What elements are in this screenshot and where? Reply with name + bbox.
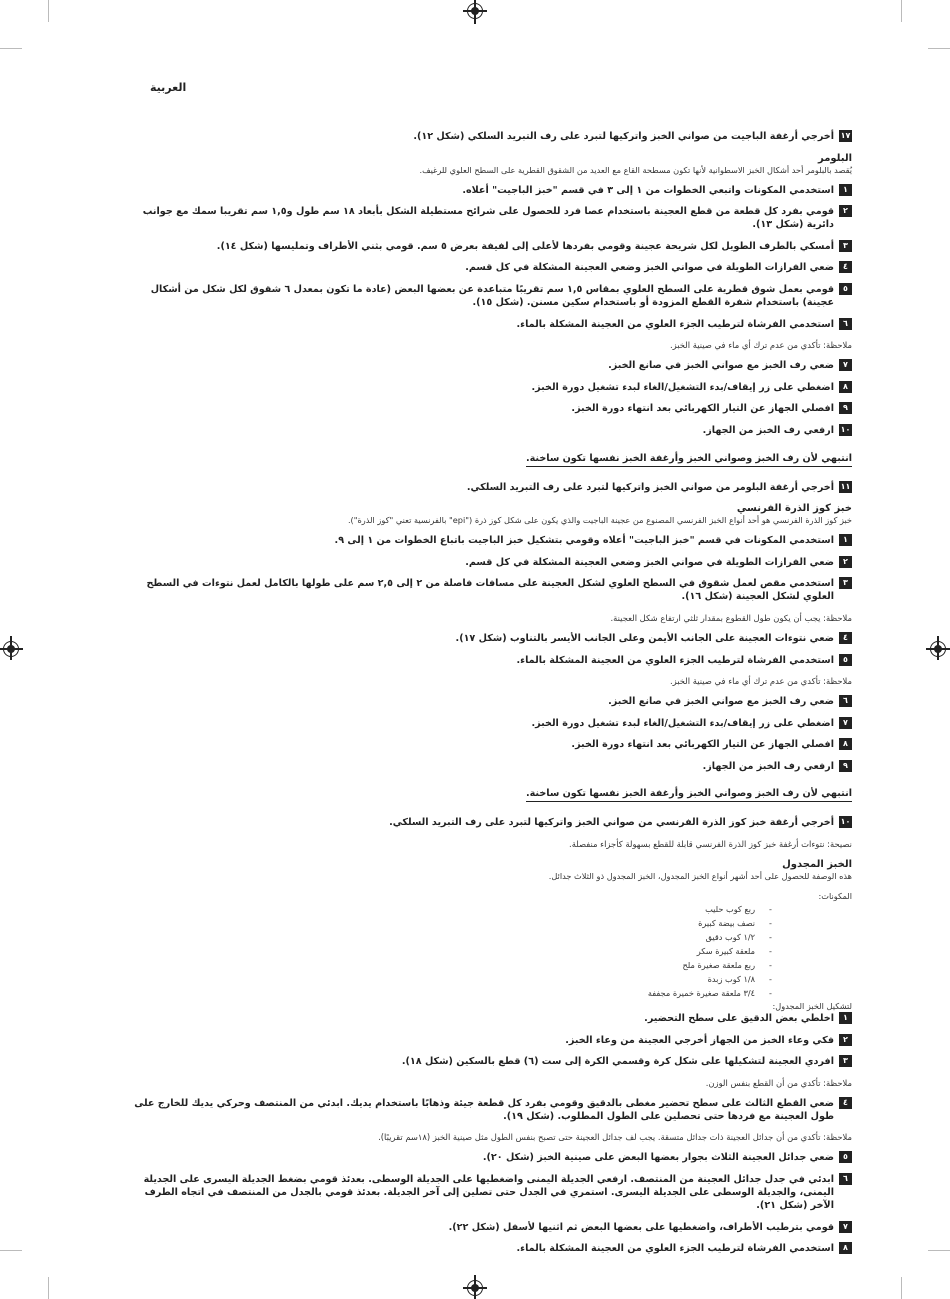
- step-text: ارفعي رف الخبز من الجهاز.: [702, 760, 834, 772]
- note-text: نصيحة: نتوءات أرغفة خبز كوز الذرة الفرنسي قابلة للقطع بسهولة كأجزاء منفصلة.: [569, 839, 852, 850]
- step-text: ضعي الفرازات الطويلة في صواني الخبز وضعي العجينة المشكلة في كل قسم.: [465, 556, 834, 568]
- step-item: [130, 1173, 852, 1212]
- step-item: [130, 556, 852, 569]
- step-item: [130, 738, 852, 751]
- step-text: اضغطي على زر إيقاف/بدء التشغيل/الغاء لبدء تشغيل دورة الخبز.: [531, 717, 834, 729]
- crop-mark: [901, 1277, 902, 1299]
- step-item: [130, 283, 852, 309]
- step-text: قومي بترطيب الأطراف، واضغطيها على بعضها البعض ثم اثنيها لأسفل (شكل ٢٢).: [448, 1221, 834, 1233]
- step-text: اضغطي على زر إيقاف/بدء التشغيل/الغاء لبدء تشغيل دورة الخبز.: [531, 381, 834, 393]
- registration-mark-line: [474, 1275, 476, 1299]
- step-number: ٤: [839, 632, 852, 644]
- language-label: العربية: [150, 81, 187, 94]
- instructions-content: [130, 130, 852, 1264]
- step-text: أمسكي بالطرف الطويل لكل شريحة عجينة وقومي بفردها لأعلى إلى لفيفة بعرض ٥ سم. قومي بثني الأطراف وتمليسها (شكل ١٤).: [216, 240, 834, 252]
- step-number: ٧: [839, 359, 852, 371]
- step-item: [130, 1242, 852, 1255]
- step-text: أخرجي أرغفة البلومر من صواني الخبز واتركيها لتبرد على رف التبريد السلكي.: [466, 481, 834, 493]
- step-item: [130, 1097, 852, 1123]
- step-text: ضعي رف الخبز مع صواني الخبز في صانع الخبز.: [608, 696, 834, 708]
- ingredient-text: ١/٨ كوب زبدة: [707, 974, 756, 985]
- step-item: [130, 1012, 852, 1025]
- step-item: [130, 261, 852, 274]
- step-number: ٣: [839, 240, 852, 252]
- ingredient-text: ربع ملعقة صغيرة ملح: [682, 960, 756, 971]
- note-text: ملاحظة: تأكدي من عدم ترك أي ماء في صينية الخبز.: [669, 676, 852, 687]
- step-number: ٤: [839, 261, 852, 273]
- crop-mark: [0, 48, 22, 49]
- note-text: ملاحظة: تأكدي من عدم ترك أي ماء في صينية الخبز.: [669, 340, 852, 351]
- step-text: استخدمي مقص لعمل شقوق في السطح العلوي لشكل العجينة على مسافات فاصلة من ٢ إلى ٢,٥ سم على طولها بالكامل لعمل نتوءات في السطح العلوي لشكل العجينة (شكل ١٦).: [146, 578, 834, 603]
- step-text: أخرجي أرغفة الباجيت من صواني الخبز واتركيها لتبرد على رف التبريد السلكي (شكل ١٢).: [413, 131, 834, 142]
- ingredient-text: ملعقة كبيرة سكر: [696, 946, 756, 957]
- step-text: افردي العجينة لتشكيلها على شكل كرة وقسمي الكرة إلى ست (٦) قطع بالسكين (شكل ١٨).: [401, 1056, 834, 1068]
- step-number: ٩: [839, 402, 852, 414]
- warning-block: [130, 781, 852, 810]
- step-text: افصلي الجهاز عن التيار الكهربائي بعد انتهاء دورة الخبز.: [571, 403, 834, 415]
- step-number: ٨: [839, 381, 852, 393]
- crop-mark: [48, 0, 49, 22]
- step-number: ٨: [839, 1242, 852, 1254]
- ingredient-item: -١/٨ كوب زبدة: [707, 974, 772, 985]
- step-item: [130, 760, 852, 773]
- step-item: [130, 205, 852, 231]
- step-item: [130, 184, 852, 197]
- step-text: ضعي القطع الثالث على سطح تحضير مغطى بالدقيق وقومي بفرد كل قطعة جيئة وذهابًا باستخدام يديك. ابدئي من المنتصف وحركي يديك للخارج على طول العجينة مع فردها حتى تحصلين على الطول المطلوب. (شكل ١٩).: [134, 1097, 834, 1122]
- section-intro: يُقصد بالبلومر أحد أشكال الخبز الاسطوانية لأنها تكون مسطحة القاع مع العديد من الشقوق القطرية على السطح العلوي للرغيف.: [419, 164, 852, 175]
- section-intro: خبز كوز الذرة الفرنسي هو أحد أنواع الخبز الفرنسي المصنوع من عجينة الباجيت والذي يكون على شكل كوز ذرة ("epi" بالفرنسية تعني "كوز الذرة").: [347, 515, 852, 526]
- step-text: ضعي رف الخبز مع صواني الخبز في صانع الخبز.: [608, 360, 834, 372]
- step-item: [130, 1055, 852, 1068]
- step-number: ٦: [839, 318, 852, 330]
- step-item: [130, 1221, 852, 1234]
- step-number: ٥: [839, 654, 852, 666]
- ingredient-item: -ربع ملعقة صغيرة ملح: [682, 960, 772, 971]
- step-number: ٢: [839, 556, 852, 568]
- ingredient-text: ١/٢ كوب دقيق: [705, 932, 756, 943]
- ingredient-item: -٣/٤ ملعقة صغيرة خميرة مجففة: [647, 988, 772, 999]
- step-text: أخرجي أرغفة خبز كوز الذرة الفرنسي من صواني الخبز واتركيها لتبرد على رف التبريد السلكي.: [389, 817, 834, 829]
- step-number: ٩: [839, 760, 852, 772]
- step-number: ٢: [839, 1034, 852, 1046]
- warning-text: انتبهي لأن رف الخبز وصواني الخبز وأرغفة الخبز نفسها تكون ساخنة.: [526, 787, 852, 802]
- step-item: [130, 130, 852, 143]
- step-number: ٣: [839, 1055, 852, 1067]
- step-number: ٣: [839, 577, 852, 589]
- step-item: [130, 717, 852, 730]
- ingredients-list: [130, 902, 852, 1000]
- step-text: استخدمي المكونات واتبعي الخطوات من ١ إلى ٣ في قسم "خبز الباجيت" أعلاه.: [462, 184, 834, 196]
- subheading-text: لتشكيل الخبز المجدول:: [772, 1001, 852, 1012]
- ingredient-text: نصف بيضة كبيرة: [698, 918, 756, 929]
- crop-mark: [928, 1250, 950, 1251]
- step-item: [130, 359, 852, 372]
- crop-mark: [48, 1277, 49, 1299]
- step-item: [130, 816, 852, 829]
- step-item: [130, 577, 852, 603]
- step-text: قومي بعمل شوق قطرية على السطح العلوي بمقاس ١,٥ سم تقريبًا متباعدة عن بعضها البعض (عادة ما تكون بمعدل ٦ شقوق لكل شكل من أشكال عجينة) باستخدام شفرة القطع المزودة أو باستخدام سكين مسنن. (شكل ١٥).: [150, 283, 834, 308]
- step-text: استخدمي الفرشاة لترطيب الجزء العلوي من العجينة المشكلة بالماء.: [516, 654, 834, 666]
- step-item: [130, 481, 852, 494]
- note-text: ملاحظة: تأكدي من أن القطع بنفس الوزن.: [705, 1077, 852, 1088]
- warning-text: انتبهي لأن رف الخبز وصواني الخبز وأرغفة الخبز نفسها تكون ساخنة.: [526, 452, 852, 467]
- step-item: [130, 632, 852, 645]
- step-number: ١٧: [840, 131, 851, 140]
- section-intro: هذه الوصفة للحصول على أحد أشهر أنواع الخبز المجدول، الخبز المجدول ذو الثلاث جدائل.: [548, 871, 852, 882]
- registration-mark-line: [474, 0, 476, 24]
- ingredient-item: -ربع كوب حليب: [705, 904, 772, 915]
- step-item: [130, 654, 852, 667]
- step-text: قومي بفرد كل قطعة من قطع العجينة باستخدام عصا فرد للحصول على شرائح مستطيلة الشكل بأبعاد ١٨ سم طول و١,٥ سم تقريبا سمك مع جوانب دائرية (شكل ١٣).: [142, 206, 834, 231]
- section-heading: خبز كوز الذرة الفرنسي: [736, 503, 852, 515]
- note-text: ملاحظة: تأكدي من أن جدائل العجينة ذات جدائل متسقة. يجب لف جدائل العجينة حتى تصبح بنفس الطول مثل صينية الخبز (١٨سم تقريبًا).: [378, 1132, 852, 1143]
- step-item: [130, 318, 852, 331]
- step-number: ١٠: [840, 817, 851, 827]
- step-text: ارفعي رف الخبز من الجهاز.: [702, 424, 834, 436]
- step-number: ١٠: [840, 424, 851, 434]
- step-text: استخدمي المكونات في قسم "خبز الباجيت" أعلاه وقومي بتشكيل خبز الباجيت باتباع الخطوات من ١ إلى ٩.: [334, 535, 834, 547]
- ingredient-item: -ملعقة كبيرة سكر: [696, 946, 772, 957]
- crop-mark: [928, 48, 950, 49]
- registration-mark-line: [10, 636, 12, 660]
- note-text: ملاحظة: يجب أن يكون طول القطوع بمقدار ثلثي ارتفاع شكل العجينة.: [610, 612, 852, 623]
- step-text: فكي وعاء الخبز من الجهاز أخرجي العجينة من وعاء الخبز.: [565, 1034, 834, 1046]
- step-item: [130, 1151, 852, 1164]
- step-number: ٦: [839, 1173, 852, 1185]
- crop-mark: [901, 0, 902, 22]
- step-number: ٦: [839, 695, 852, 707]
- section-heading: الخبز المجدول: [782, 859, 852, 871]
- step-item: [130, 424, 852, 437]
- step-number: ١: [839, 534, 852, 546]
- step-number: ٧: [839, 717, 852, 729]
- step-text: ضعي الفرازات الطويلة في صواني الخبز وضعي العجينة المشكلة في كل قسم.: [465, 262, 834, 274]
- step-text: اخلطي بعض الدقيق على سطح التحضير.: [644, 1013, 834, 1025]
- step-text: ابدئي في جدل جدائل العجينة من المنتصف. ارفعي الجديلة اليمنى واضغطيها على الجديلة الوسطى. بعدئذ قومي بضغط الجديلة اليسرى على الجديلة اليمنى، والجديلة الوسطى على الجديلة اليسرى. استمري في الجدل حتى تصلين إلى آخر الجديلة. بعدئذ قومي بالجدل من المنتصف في اتجاه الطرف الآخر (شكل ٢١).: [143, 1174, 834, 1212]
- step-number: ٥: [839, 1151, 852, 1163]
- step-item: [130, 402, 852, 415]
- ingredient-text: ٣/٤ ملعقة صغيرة خميرة مجففة: [647, 988, 756, 999]
- section-heading: البلومر: [817, 152, 852, 164]
- ingredient-text: ربع كوب حليب: [705, 904, 756, 915]
- ingredient-item: -١/٢ كوب دقيق: [705, 932, 772, 943]
- step-number: ٧: [839, 1221, 852, 1233]
- step-number: ١: [839, 184, 852, 196]
- step-item: [130, 381, 852, 394]
- step-text: ضعي جدائل العجينة الثلاث بجوار بعضها البعض على صينية الخبز (شكل ٢٠).: [482, 1152, 834, 1164]
- step-number: ٤: [839, 1097, 852, 1109]
- warning-block: [130, 446, 852, 475]
- step-number: ٢: [839, 205, 852, 217]
- step-item: [130, 695, 852, 708]
- step-number: ٨: [839, 738, 852, 750]
- registration-mark-line: [937, 636, 939, 660]
- subheading-text: المكونات:: [818, 891, 852, 902]
- step-number: ١١: [840, 481, 851, 491]
- step-text: استخدمي الفرشاة لترطيب الجزء العلوي من العجينة المشكلة بالماء.: [516, 318, 834, 330]
- step-text: استخدمي الفرشاة لترطيب الجزء العلوي من العجينة المشكلة بالماء.: [516, 1243, 834, 1255]
- step-number: ١: [839, 1012, 852, 1024]
- crop-mark: [0, 1250, 22, 1251]
- step-item: [130, 1034, 852, 1047]
- step-item: [130, 240, 852, 253]
- step-item: [130, 534, 852, 547]
- step-text: ضعي نتوءات العجينة على الجانب الأيمن وعلى الجانب الأيسر بالتناوب (شكل ١٧).: [455, 632, 834, 644]
- step-number: ٥: [839, 283, 852, 295]
- step-text: افصلي الجهاز عن التيار الكهربائي بعد انتهاء دورة الخبز.: [571, 739, 834, 751]
- ingredient-item: -نصف بيضة كبيرة: [698, 918, 772, 929]
